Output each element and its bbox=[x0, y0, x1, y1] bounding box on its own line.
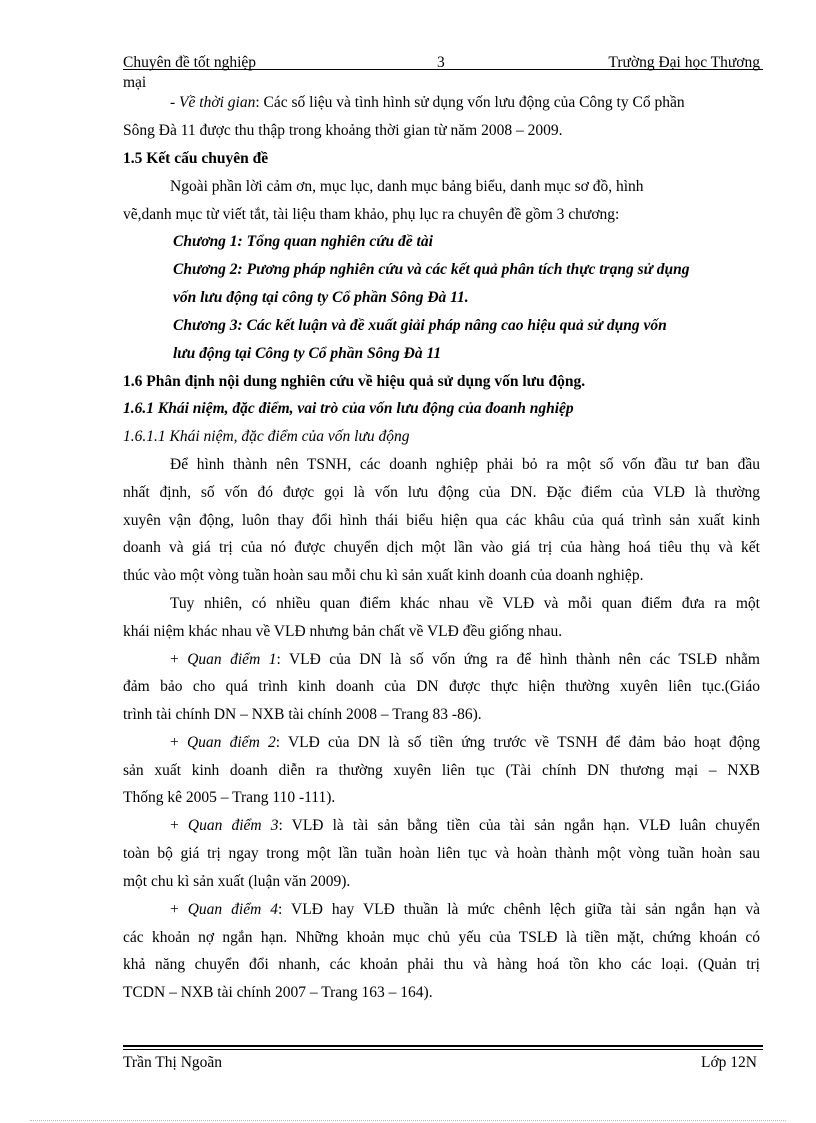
paragraph-line: Để hình thành nên TSNH, các doanh nghiệp phải bỏ ra một số vốn đầu tư ban đầu bbox=[170, 456, 760, 473]
body-italic-text: Quan điểm 3 bbox=[187, 817, 279, 834]
paragraph-line: xuyên vận động, luôn thay đổi hình thái biểu hiện qua các khâu của quá trình sản xuất kinh bbox=[123, 512, 760, 529]
subsection-heading: 1.6.1 Khái niệm, đặc điểm, vai trò của vốn lưu động của đoanh nghiệp bbox=[123, 400, 574, 417]
body-text: + bbox=[170, 651, 188, 668]
footer-rule bbox=[123, 1049, 763, 1050]
paragraph-line: khả năng chuyển đổi nhanh, các khoản phải thu và hàng hoá tồn kho các loại. (Quản trị bbox=[123, 956, 760, 973]
paragraph-line: khái niệm khác nhau về VLĐ nhưng bản chất về VLĐ đều giống nhau. bbox=[123, 623, 563, 640]
chapter-item: Chương 1: Tổng quan nghiên cứu đề tài bbox=[173, 233, 433, 250]
body-line: Ngoài phần lời cảm ơn, mục lục, danh mục bảng biểu, danh mục sơ đồ, hình bbox=[170, 178, 644, 195]
paragraph-line: toàn bộ giá trị ngay trong một lần tuần hoàn liên tục và hoàn thành một vòng tuần hoàn sau bbox=[123, 845, 760, 862]
body-text: : VLĐ là tài sản bằng tiền của tài sản ngắn hạn. VLĐ luân chuyển bbox=[278, 817, 760, 834]
paragraph-line: Thống kê 2005 – Trang 110 -111). bbox=[123, 789, 336, 806]
paragraph-line bbox=[170, 817, 760, 835]
footer-class: Lớp 12N bbox=[701, 1054, 757, 1071]
chapter-item: Chương 2: Pương pháp nghiên cứu và các kết quả phân tích thực trạng sử dụng bbox=[173, 261, 690, 278]
body-italic-text: Quan điểm 1 bbox=[187, 651, 277, 668]
paragraph-line: trình tài chính DN – NXB tài chính 2008 – Trang 83 -86). bbox=[123, 706, 482, 723]
header-left-text: Chuyên đề tốt nghiệp bbox=[123, 54, 257, 71]
paragraph-line: đảm bảo cho quá trình kinh doanh của DN được thực hiện thường xuyên liên tục.(Giáo bbox=[123, 678, 760, 695]
body-text: + bbox=[170, 734, 187, 751]
footer-author: Trần Thị Ngoãn bbox=[123, 1054, 223, 1071]
paragraph-line: các khoản nợ ngắn hạn. Những khoản mục chủ yếu của TSLĐ là tiền mặt, chứng khoán có bbox=[123, 929, 760, 946]
section-heading: 1.5 Kết cấu chuyên đề bbox=[123, 150, 269, 167]
body-line: mại bbox=[123, 74, 147, 91]
header-page-number: 3 bbox=[437, 54, 445, 71]
chapter-item: vốn lưu động tại công ty Cổ phần Sông Đà 11. bbox=[173, 289, 469, 306]
page-bottom-edge bbox=[30, 1120, 786, 1121]
body-italic-text: Quan điểm 2 bbox=[186, 734, 276, 751]
paragraph-line: doanh và giá trị của nó được chuyển dịch một lần vào giá trị của hàng hoá tiêu thụ và kết bbox=[123, 539, 760, 556]
chapter-item: Chương 3: Các kết luận và đề xuất giải pháp nâng cao hiệu quả sử dụng vốn bbox=[173, 317, 667, 334]
header-rule bbox=[123, 69, 763, 70]
paragraph-line: thúc vào một vòng tuần hoàn sau mỗi chu kì sản xuất kinh doanh của doanh nghiệp. bbox=[123, 567, 644, 584]
body-text: : VLĐ của DN là số vốn ứng ra để hình thành nên các TSLĐ nhằm bbox=[276, 651, 760, 668]
footer-rule bbox=[123, 1045, 763, 1047]
section-heading: 1.6 Phân định nội dung nghiên cứu về hiệu quả sử dụng vốn lưu động. bbox=[123, 373, 586, 390]
subsubsection-heading: 1.6.1.1 Khái niệm, đặc điểm của vốn lưu động bbox=[123, 428, 410, 445]
body-line bbox=[170, 94, 685, 112]
body-italic-text: Quan điểm 4 bbox=[187, 901, 279, 918]
header-right-text: Trường Đại học Thương bbox=[608, 54, 760, 71]
paragraph-line bbox=[170, 901, 760, 919]
paragraph-line: sản xuất kinh doanh diễn ra thường xuyên liên tục (Tài chính DN thương mại – NXB bbox=[123, 762, 760, 779]
paragraph-line: TCDN – NXB tài chính 2007 – Trang 163 – 164). bbox=[123, 984, 433, 1001]
body-text: : Các số liệu và tình hình sử dụng vốn lưu động của Công ty Cổ phần bbox=[255, 94, 685, 111]
body-text: + bbox=[170, 817, 188, 834]
paragraph-line: Tuy nhiên, có nhiều quan điểm khác nhau về VLĐ và mỗi quan điểm đưa ra một bbox=[170, 595, 760, 612]
body-line: Sông Đà 11 được thu thập trong khoảng thời gian từ năm 2008 – 2009. bbox=[123, 122, 563, 139]
body-italic-text: Về thời gian bbox=[179, 94, 256, 111]
body-line: vẽ,danh mục từ viết tắt, tài liệu tham khảo, phụ lục ra chuyên đề gồm 3 chương: bbox=[123, 206, 620, 223]
paragraph-line bbox=[170, 651, 760, 669]
chapter-item: lưu động tại Công ty Cổ phần Sông Đà 11 bbox=[173, 345, 442, 362]
body-text: : VLĐ của DN là số tiền ứng trước về TSNH để đảm bảo hoạt động bbox=[275, 734, 761, 751]
body-text: - bbox=[170, 94, 180, 111]
paragraph-line bbox=[170, 734, 760, 752]
paragraph-line: nhất định, số vốn đó được gọi là vốn lưu động của DN. Đặc điểm của VLĐ là thường bbox=[123, 484, 760, 501]
body-text: + bbox=[170, 901, 188, 918]
paragraph-line: một chu kì sản xuất (luận văn 2009). bbox=[123, 873, 351, 890]
body-text: : VLĐ hay VLĐ thuần là mức chênh lệch giữa tài sản ngắn hạn và bbox=[278, 901, 760, 918]
